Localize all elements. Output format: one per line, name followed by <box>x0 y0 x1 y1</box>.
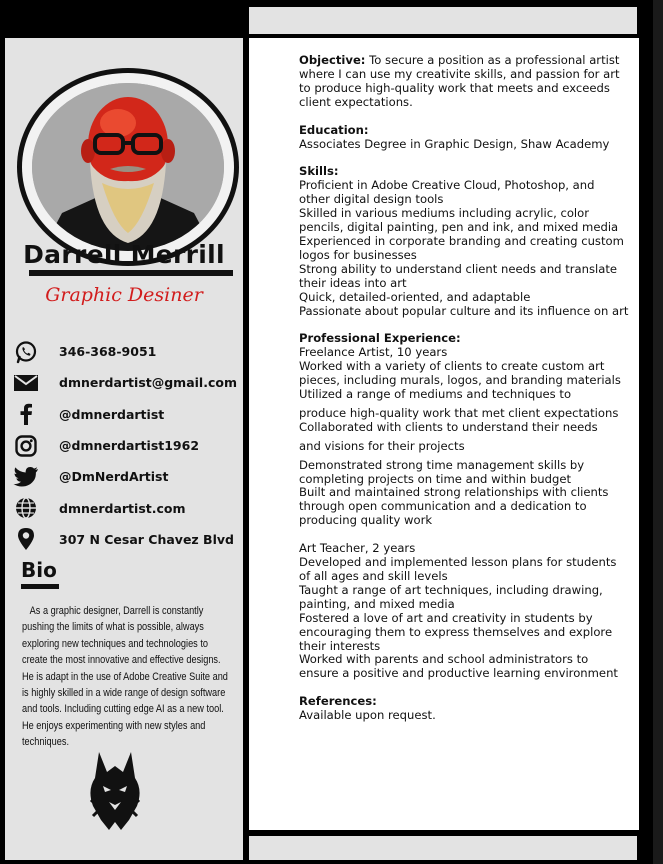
contact-email-text: dmnerdartist@gmail.com <box>59 375 237 391</box>
top-decor-bar <box>249 7 637 34</box>
skill-item: Proficient in Adobe Creative Cloud, Photoshop, and other digital design tools <box>299 178 595 207</box>
skill-item: Experienced in corporate branding and creating custom logos for businesses <box>299 233 624 262</box>
skill-item: Skilled in various mediums including acrylic, color pencils, digital painting, pen and ink, and mixed media <box>299 206 619 235</box>
contact-website-text: dmnerdartist.com <box>59 500 186 516</box>
job-item: Utilized a range of mediums and techniques to <box>299 387 572 402</box>
objective-label: Objective: <box>299 53 366 67</box>
skills-label: Skills: <box>299 164 339 179</box>
globe-icon <box>13 495 39 521</box>
job-item: and visions for their projects <box>299 438 465 453</box>
contact-list <box>13 336 241 555</box>
job-item: Collaborated with clients to understand their needs <box>299 419 598 434</box>
contact-address <box>13 524 241 555</box>
education-label: Education: <box>299 122 369 137</box>
contact-twitter <box>13 461 241 492</box>
bio-heading: Bio <box>21 558 57 582</box>
job-item: produce high-quality work that met client expectations <box>299 405 619 420</box>
email-icon <box>13 370 39 396</box>
profile-role: Graphic Desiner <box>45 284 203 306</box>
objective-section <box>299 54 629 110</box>
contact-facebook <box>13 399 241 430</box>
contact-phone-text: 346-368-9051 <box>59 344 157 360</box>
instagram-icon <box>13 433 39 459</box>
right-edge-strip <box>653 0 663 864</box>
bio-underline <box>21 584 59 589</box>
twitter-icon <box>13 464 39 490</box>
name-underline <box>29 270 233 276</box>
experience-label: Professional Experience: <box>299 331 461 346</box>
skill-item: Passionate about popular culture and its influence on art <box>299 303 629 318</box>
resume-main <box>249 38 639 830</box>
profile-name: Darrell Merrill <box>23 240 225 269</box>
skill-item: Quick, detailed-oriented, and adaptable <box>299 289 531 304</box>
contact-email <box>13 367 241 398</box>
bottom-decor-bar <box>249 836 637 860</box>
location-pin-icon <box>13 526 39 552</box>
whatsapp-icon <box>13 339 39 365</box>
job-item: Fostered a love of art and creativity in students by encouraging them to express themselves and explore their interests <box>299 610 613 653</box>
job-item: Built and maintained strong relationships with clients through open communication and a dedication to producing quality work <box>299 485 609 528</box>
contact-address-text: 307 N Cesar Chavez Blvd <box>59 531 234 547</box>
job-item: Demonstrated strong time management skills by completing projects on time and within budget <box>299 457 585 486</box>
contact-instagram <box>13 430 241 461</box>
wolf-logo-icon <box>85 750 145 832</box>
profile-portrait <box>32 83 224 251</box>
job-title: Freelance Artist, 10 years <box>299 345 448 360</box>
job-item: Developed and implemented lesson plans for students of all ages and skill levels <box>299 555 617 583</box>
skill-item: Strong ability to understand client needs and translate their ideas into art <box>299 261 618 290</box>
contact-facebook-text: @dmnerdartist <box>59 406 165 422</box>
contact-phone <box>13 336 241 367</box>
job-item: Worked with parents and school administrators to ensure a positive and productive learning environment <box>299 652 618 681</box>
education-text: Associates Degree in Graphic Design, Shaw Academy <box>299 136 610 151</box>
contact-website <box>13 492 241 523</box>
job-item: Worked with a variety of clients to create custom art pieces, including murals, logos, and branding materials <box>299 359 621 388</box>
bio-text: As a graphic designer, Darrell is constantly pushing the limits of what is possible, always exploring new techniques and technologies to create the most innovative and effective designs. He is adapt in the use of Adobe Creative Suite and is highly skilled in a wide range of design software and tools. Including cutting edge AI as a new tool. He enjoys experimenting with new styles and techniques. <box>22 605 228 749</box>
contact-twitter-text: @DmNerdArtist <box>59 469 169 485</box>
objective-text: To secure a position as a professional artist where I can use my creativite skills, and passion for art to produce high-quality work that meets and exceeds client expectations. <box>299 53 620 109</box>
references-text: Available upon request. <box>299 708 436 723</box>
references-label: References: <box>299 694 377 709</box>
portrait-frame <box>17 68 239 266</box>
job-title: Art Teacher, 2 years <box>299 541 416 556</box>
facebook-icon <box>13 401 39 427</box>
job-item: Taught a range of art techniques, including drawing, painting, and mixed media <box>299 582 603 611</box>
contact-instagram-text: @dmnerdartist1962 <box>59 438 200 454</box>
sidebar <box>5 38 243 860</box>
